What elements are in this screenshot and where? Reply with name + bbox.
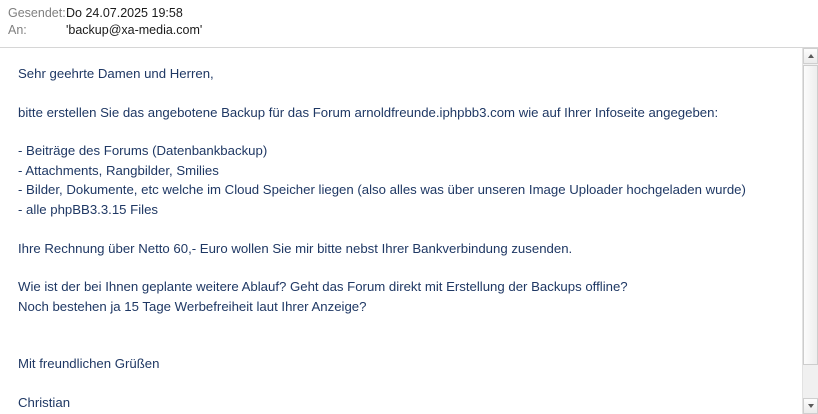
to-value[interactable]: 'backup@xa-media.com'	[66, 23, 203, 37]
triangle-down-icon	[808, 404, 814, 408]
body-request: bitte erstellen Sie das angebotene Backup für das Forum arnoldfreunde.iphpbb3.com wie auf Ihrer Infoseite angegeben:	[18, 104, 719, 120]
body-list-item-3: - Bilder, Dokumente, etc welche im Cloud Speicher liegen (also alles was über unseren Image Uploader hochgeladen wurde)	[18, 182, 746, 198]
body-list-item-1: - Beiträge des Forums (Datenbankbackup)	[18, 143, 268, 159]
body-closing: Mit freundlichen Grüßen	[18, 356, 160, 372]
body-list-item-4: - alle phpBB3.3.15 Files	[18, 201, 159, 217]
body-salutation: Sehr geehrte Damen und Herren,	[18, 66, 214, 81]
scroll-down-button[interactable]	[803, 398, 818, 414]
body-question-2: Noch bestehen ja 15 Tage Werbefreiheit laut Ihrer Anzeige?	[18, 298, 367, 314]
body-question-1: Wie ist der bei Ihnen geplante weitere Ablauf? Geht das Forum direkt mit Erstellung der Backups offline?	[18, 279, 628, 295]
sent-value: Do 24.07.2025 19:58	[66, 6, 183, 20]
body-scrollbar[interactable]	[802, 48, 818, 414]
body-list-item-2: - Attachments, Rangbilder, Smilies	[18, 162, 219, 178]
body-invoice: Ihre Rechnung über Netto 60,- Euro wollen Sie mir bitte nebst Ihrer Bankverbindung zusenden.	[18, 240, 573, 256]
header-row-to	[8, 23, 818, 40]
sent-label: Gesendet:	[8, 6, 66, 20]
to-label: An:	[8, 23, 27, 37]
header-row-sent	[8, 6, 818, 23]
message-header	[0, 0, 818, 44]
triangle-up-icon	[808, 54, 814, 58]
scroll-up-button[interactable]	[803, 48, 818, 64]
message-body-text[interactable]	[0, 48, 802, 414]
message-body-area	[0, 48, 818, 414]
scrollbar-thumb[interactable]	[803, 65, 818, 365]
body-signature: Christian	[18, 394, 71, 410]
